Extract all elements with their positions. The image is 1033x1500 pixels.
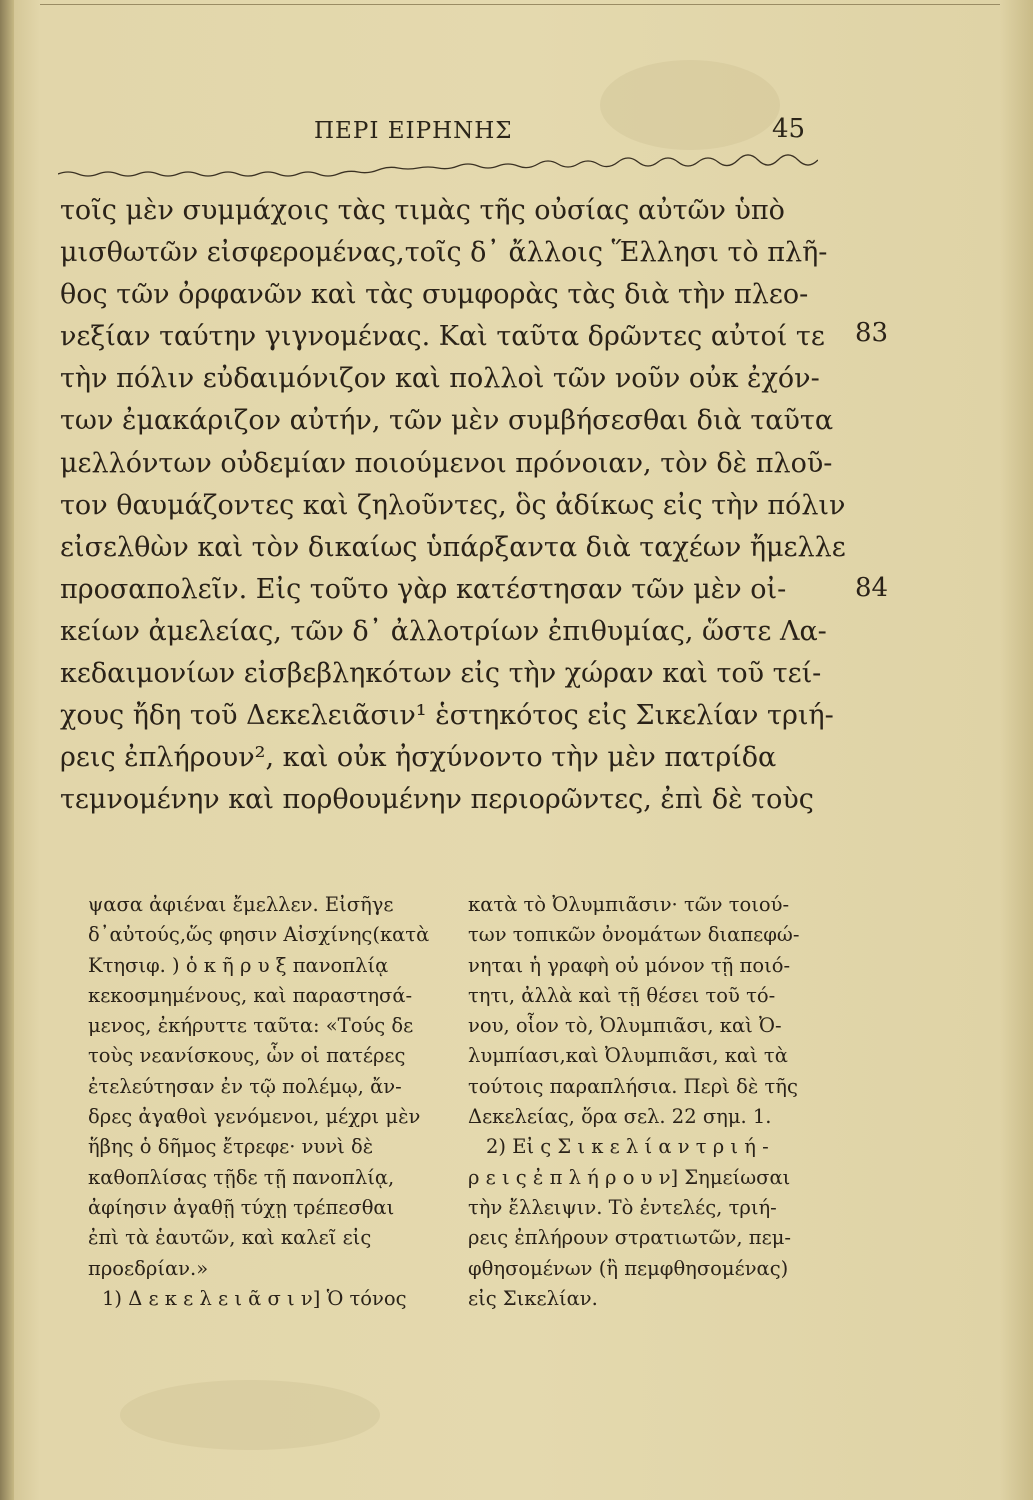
footnotes-right-column	[468, 890, 848, 1314]
footnote-line: φθησομένων (ἢ πεμφθησομένας)	[468, 1256, 789, 1280]
footnote-line: ἥβης ὁ δῆμος ἔτρεφε· νυνὶ δὲ	[88, 1135, 374, 1159]
footnote-line: Κτησιφ. ) ὁ κ ῆ ρ υ ξ πανοπλίᾳ	[88, 953, 389, 977]
footnote-line: των τοπικῶν ὀνομάτων διαπεφώ-	[468, 923, 800, 947]
wavy-rule	[58, 150, 818, 180]
footnote-line: ρ ε ι ς ἐ π λ ή ρ ο υ ν] Σημείωσαι	[468, 1165, 791, 1189]
section-number: 83	[855, 318, 889, 349]
text-line: χους ἤδη τοῦ Δεκελειᾶσιν¹ ἑστηκότος εἰς Σικελίαν τριή-	[60, 700, 834, 732]
page-number: 45	[772, 114, 806, 144]
text-line: προσαπολεῖν. Εἰς τοῦτο γὰρ κατέστησαν τῶν μὲν οἰ- 84	[60, 569, 840, 611]
text-line: τον θαυμάζοντες καὶ ζηλοῦντες, ὃς ἀδίκως εἰς τὴν πόλιν	[60, 489, 846, 521]
footnote-line: δρες ἀγαθοὶ γενόμενοι, μέχρι μὲν	[88, 1105, 421, 1129]
text-line: θος τῶν ὀρφανῶν καὶ τὰς συμφορὰς τὰς διὰ τὴν πλεο-	[60, 279, 809, 311]
footnote-line: τὴν ἔλλειψιν. Τὸ ἐντελές, τριή-	[468, 1195, 777, 1219]
text-line: κείων ἀμελείας, τῶν δ᾽ ἀλλοτρίων ἐπιθυμίας, ὥστε Λα-	[60, 615, 827, 647]
text-line: μισθωτῶν εἰσφερομένας,τοῖς δ᾽ ἄλλοις Ἕλλησι τὸ πλῆ-	[60, 237, 828, 269]
footnote-line: δ᾽αὐτούς,ὥς φησιν Αἰσχίνης(κατὰ	[88, 923, 430, 947]
footnote-line: ἀφίησιν ἀγαθῇ τύχῃ τρέπεσθαι	[88, 1195, 395, 1219]
footnote-line: τούτοις παραπλήσια. Περὶ δὲ τῆς	[468, 1074, 798, 1098]
footnote-line: κατὰ τὸ Ὀλυμπιᾶσιν· τῶν τοιού-	[468, 893, 790, 916]
footnote-line: προεδρίαν.»	[88, 1256, 209, 1280]
footnote-line: Δεκελείας, ὅρα σελ. 22 σημ. 1.	[468, 1105, 772, 1129]
footnote-line: ἐτελεύτησαν ἐν τῷ πολέμῳ, ἄν-	[88, 1074, 402, 1098]
text-line: τεμνομένην καὶ πορθουμένην περιορῶντες, ἐπὶ δὲ τοὺς	[60, 784, 814, 816]
footnote-line: εἰς Σικελίαν.	[468, 1286, 598, 1310]
footnote-line: καθοπλίσας τῇδε τῇ πανοπλίᾳ,	[88, 1165, 395, 1189]
footnote-line: λυμπίασι,καὶ Ὀλυμπιᾶσι, καὶ τὰ	[468, 1044, 788, 1068]
footnote-line: μενος, ἐκήρυττε ταῦτα: «Τούς δε	[88, 1014, 414, 1038]
page-gutter-shadow	[0, 0, 14, 1500]
text-line: τὴν πόλιν εὐδαιμόνιζον καὶ πολλοὶ τῶν νοῦν οὐκ ἐχόν-	[60, 363, 820, 395]
running-title: ΠΕΡΙ ΕΙΡΗΝΗΣ	[314, 118, 513, 144]
text-line: μελλόντων οὐδεμίαν ποιούμενοι πρόνοιαν, τὸν δὲ πλοῦ-	[60, 447, 833, 479]
footnote-line: κεκοσμημένους, καὶ παραστησά-	[88, 983, 413, 1007]
footnote-line: νου, οἷον τὸ, Ὀλυμπιᾶσι, καὶ Ὀ-	[468, 1014, 782, 1038]
footnote-line: 2) Εἰ ς Σ ι κ ε λ ί α ν τ ρ ι ή -	[486, 1135, 769, 1159]
footnote-line: τητι, ἀλλὰ καὶ τῇ θέσει τοῦ τό-	[468, 983, 776, 1007]
paper-stain	[120, 1380, 380, 1450]
text-line: των ἐμακάριζον αὐτήν, τῶν μὲν συμβήσεσθαι διὰ ταῦτα	[60, 405, 834, 437]
footnote-line: τοὺς νεανίσκους, ὧν οἱ πατέρες	[88, 1044, 406, 1068]
top-edge-line	[40, 4, 1000, 5]
main-text	[60, 190, 889, 821]
page-header	[0, 114, 1033, 154]
text-line: τοῖς μὲν συμμάχοις τὰς τιμὰς τῆς οὐσίας αὐτῶν ὑπὸ	[60, 195, 785, 226]
text-line: ρεις ἐπλήρουν², καὶ οὐκ ἠσχύνοντο τὴν μὲν πατρίδα	[60, 742, 777, 774]
footnotes-left-column	[88, 890, 458, 1314]
footnote-line: 1) Δ ε κ ε λ ε ι ᾶ σ ι ν] Ὁ τόνος	[102, 1286, 407, 1310]
text-line: νεξίαν ταύτην γιγνομένας. Καὶ ταῦτα δρῶντες αὐτοί τε 83	[60, 316, 840, 358]
footnote-line: ψασα ἀφιέναι ἔμελλεν. Εἰσῆγε	[88, 893, 394, 916]
text-line: κεδαιμονίων εἰσβεβληκότων εἰς τὴν χώραν καὶ τοῦ τεί-	[60, 658, 822, 690]
footnote-line: νηται ἡ γραφὴ οὐ μόνον τῇ ποιό-	[468, 953, 791, 977]
footnote-line: ἐπὶ τὰ ἑαυτῶν, καὶ καλεῖ εἰς	[88, 1226, 372, 1250]
footnote-line: ρεις ἐπλήρουν στρατιωτῶν, πεμ-	[468, 1226, 791, 1250]
section-number: 84	[855, 572, 889, 603]
text-line: εἰσελθὼν καὶ τὸν δικαίως ὑπάρξαντα διὰ ταχέων ἤμελλε	[60, 531, 846, 563]
